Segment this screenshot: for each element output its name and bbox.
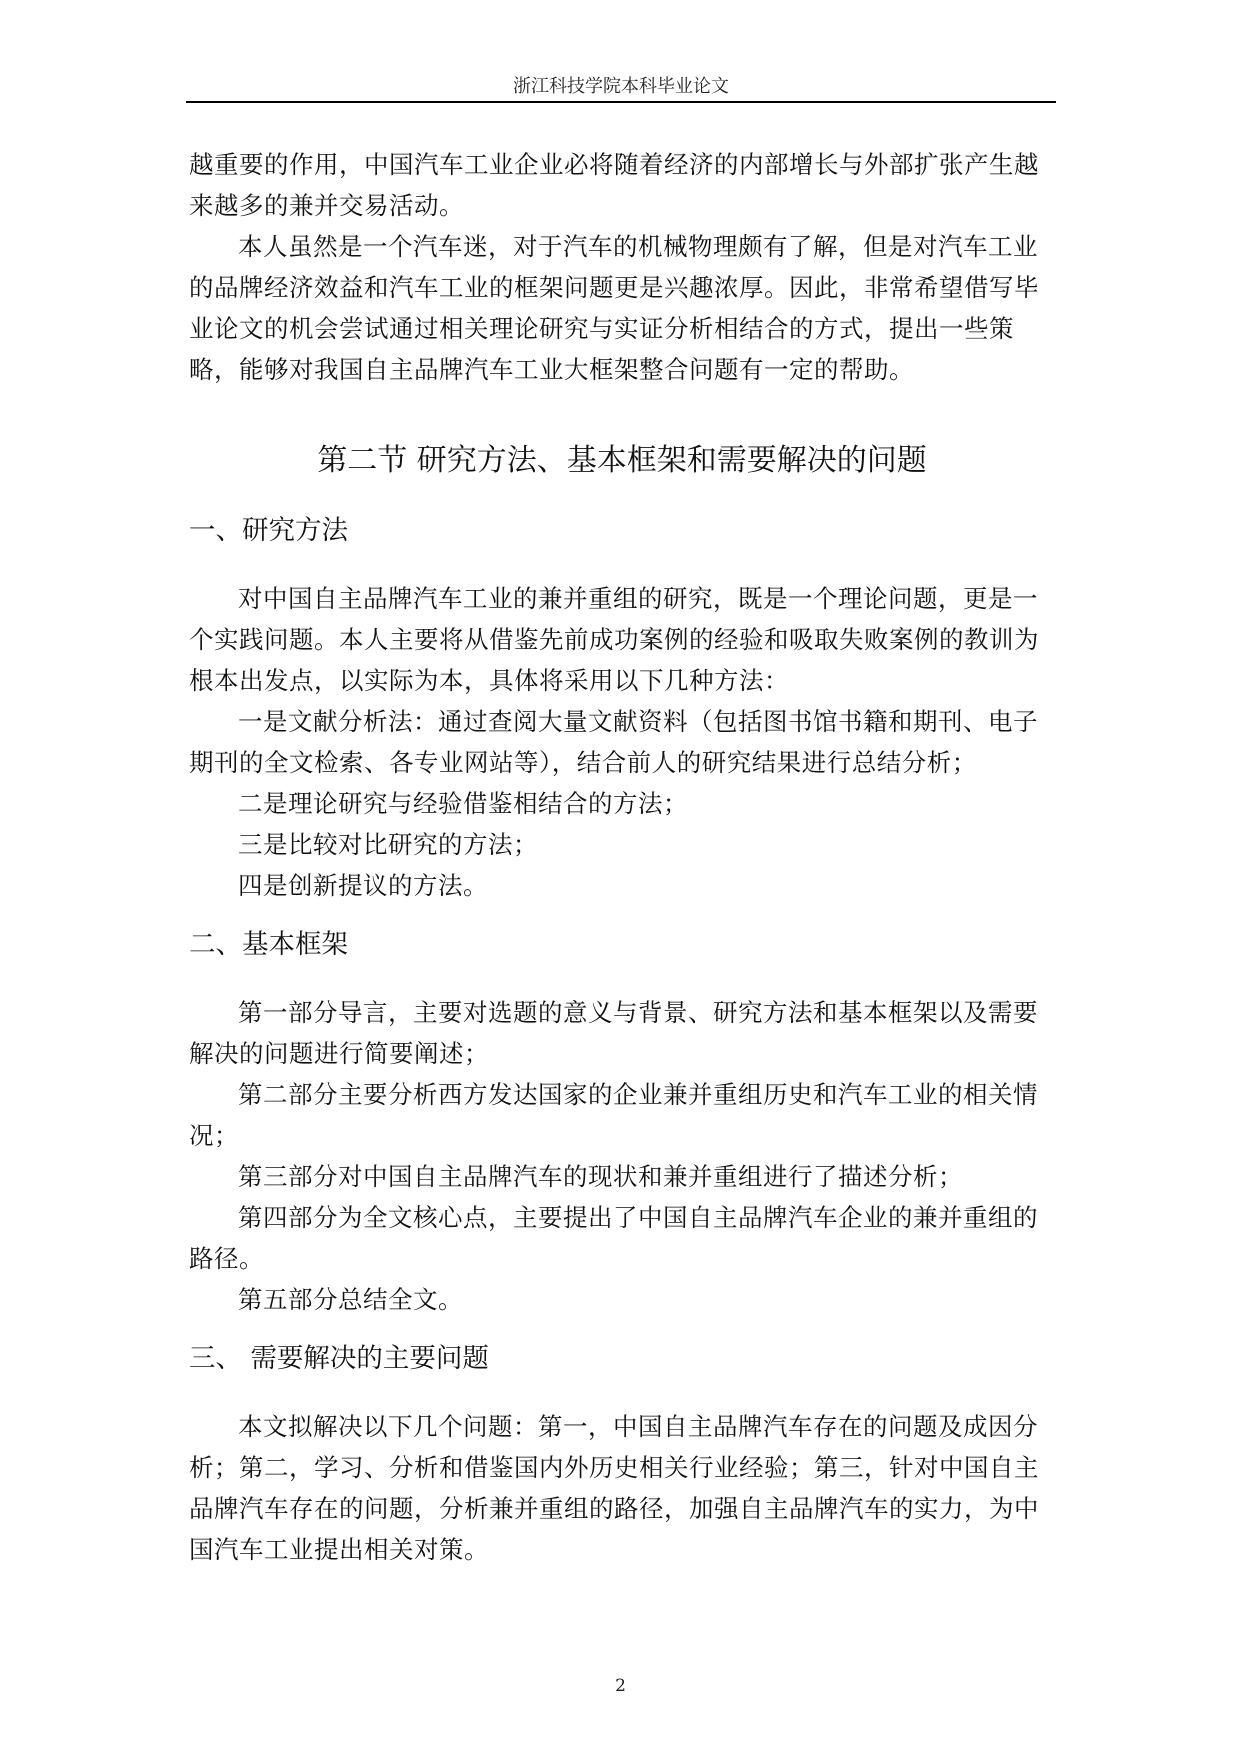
body-paragraph: 第五部分总结全文。 xyxy=(238,1285,463,1314)
header-rule xyxy=(186,101,1056,103)
body-paragraph: 一是文献分析法：通过查阅大量文献资料（包括图书馆书籍和期刊、电子期刊的全文检索、各专业网站等），结合前人的研究结果进行总结分析； xyxy=(189,707,1038,777)
body-paragraph: 二是理论研究与经验借鉴相结合的方法； xyxy=(238,789,688,818)
section-title: 第二节 研究方法、基本框架和需要解决的问题 xyxy=(317,443,927,478)
body-paragraph: 第三部分对中国自主品牌汽车的现状和兼并重组进行了描述分析； xyxy=(238,1162,963,1191)
page-number: 2 xyxy=(615,1676,626,1696)
body-paragraph: 三是比较对比研究的方法； xyxy=(238,830,538,859)
body-paragraph: 对中国自主品牌汽车工业的兼并重组的研究，既是一个理论问题，更是一个实践问题。本人主要将从借鉴先前成功案例的经验和吸取失败案例的教训为根本出发点，以实际为本，具体将采用以下几种方法： xyxy=(189,584,1039,695)
subsection-heading: 三、 需要解决的主要问题 xyxy=(189,1343,489,1374)
subsection-heading: 一、研究方法 xyxy=(189,515,348,546)
body-paragraph: 第一部分导言，主要对选题的意义与背景、研究方法和基本框架以及需要解决的问题进行简要阐述； xyxy=(189,998,1038,1068)
body-paragraph: 第四部分为全文核心点，主要提出了中国自主品牌汽车企业的兼并重组的路径。 xyxy=(189,1203,1038,1273)
running-header: 浙江科技学院本科毕业论文 xyxy=(513,76,729,97)
page-body xyxy=(189,144,1055,1570)
subsection-heading: 二、基本框架 xyxy=(189,929,348,960)
body-paragraph: 越重要的作用，中国汽车工业企业必将随着经济的内部增长与外部扩张产生越来越多的兼并交易活动。 xyxy=(189,150,1039,220)
body-paragraph: 本文拟解决以下几个问题：第一，中国自主品牌汽车存在的问题及成因分析；第二，学习、分析和借鉴国内外历史相关行业经验；第三，针对中国自主品牌汽车存在的问题，分析兼并重组的路径，加强自主品牌汽车的实力，为中国汽车工业提出相关对策。 xyxy=(189,1412,1039,1564)
body-paragraph: 第二部分主要分析西方发达国家的企业兼并重组历史和汽车工业的相关情况； xyxy=(189,1080,1038,1150)
body-paragraph: 本人虽然是一个汽车迷，对于汽车的机械物理颇有了解，但是对汽车工业的品牌经济效益和汽车工业的框架问题更是兴趣浓厚。因此，非常希望借写毕业论文的机会尝试通过相关理论研究与实证分析相结合的方式，提出一些策略，能够对我国自主品牌汽车工业大框架整合问题有一定的帮助。 xyxy=(189,232,1039,384)
body-paragraph: 四是创新提议的方法。 xyxy=(238,871,488,900)
